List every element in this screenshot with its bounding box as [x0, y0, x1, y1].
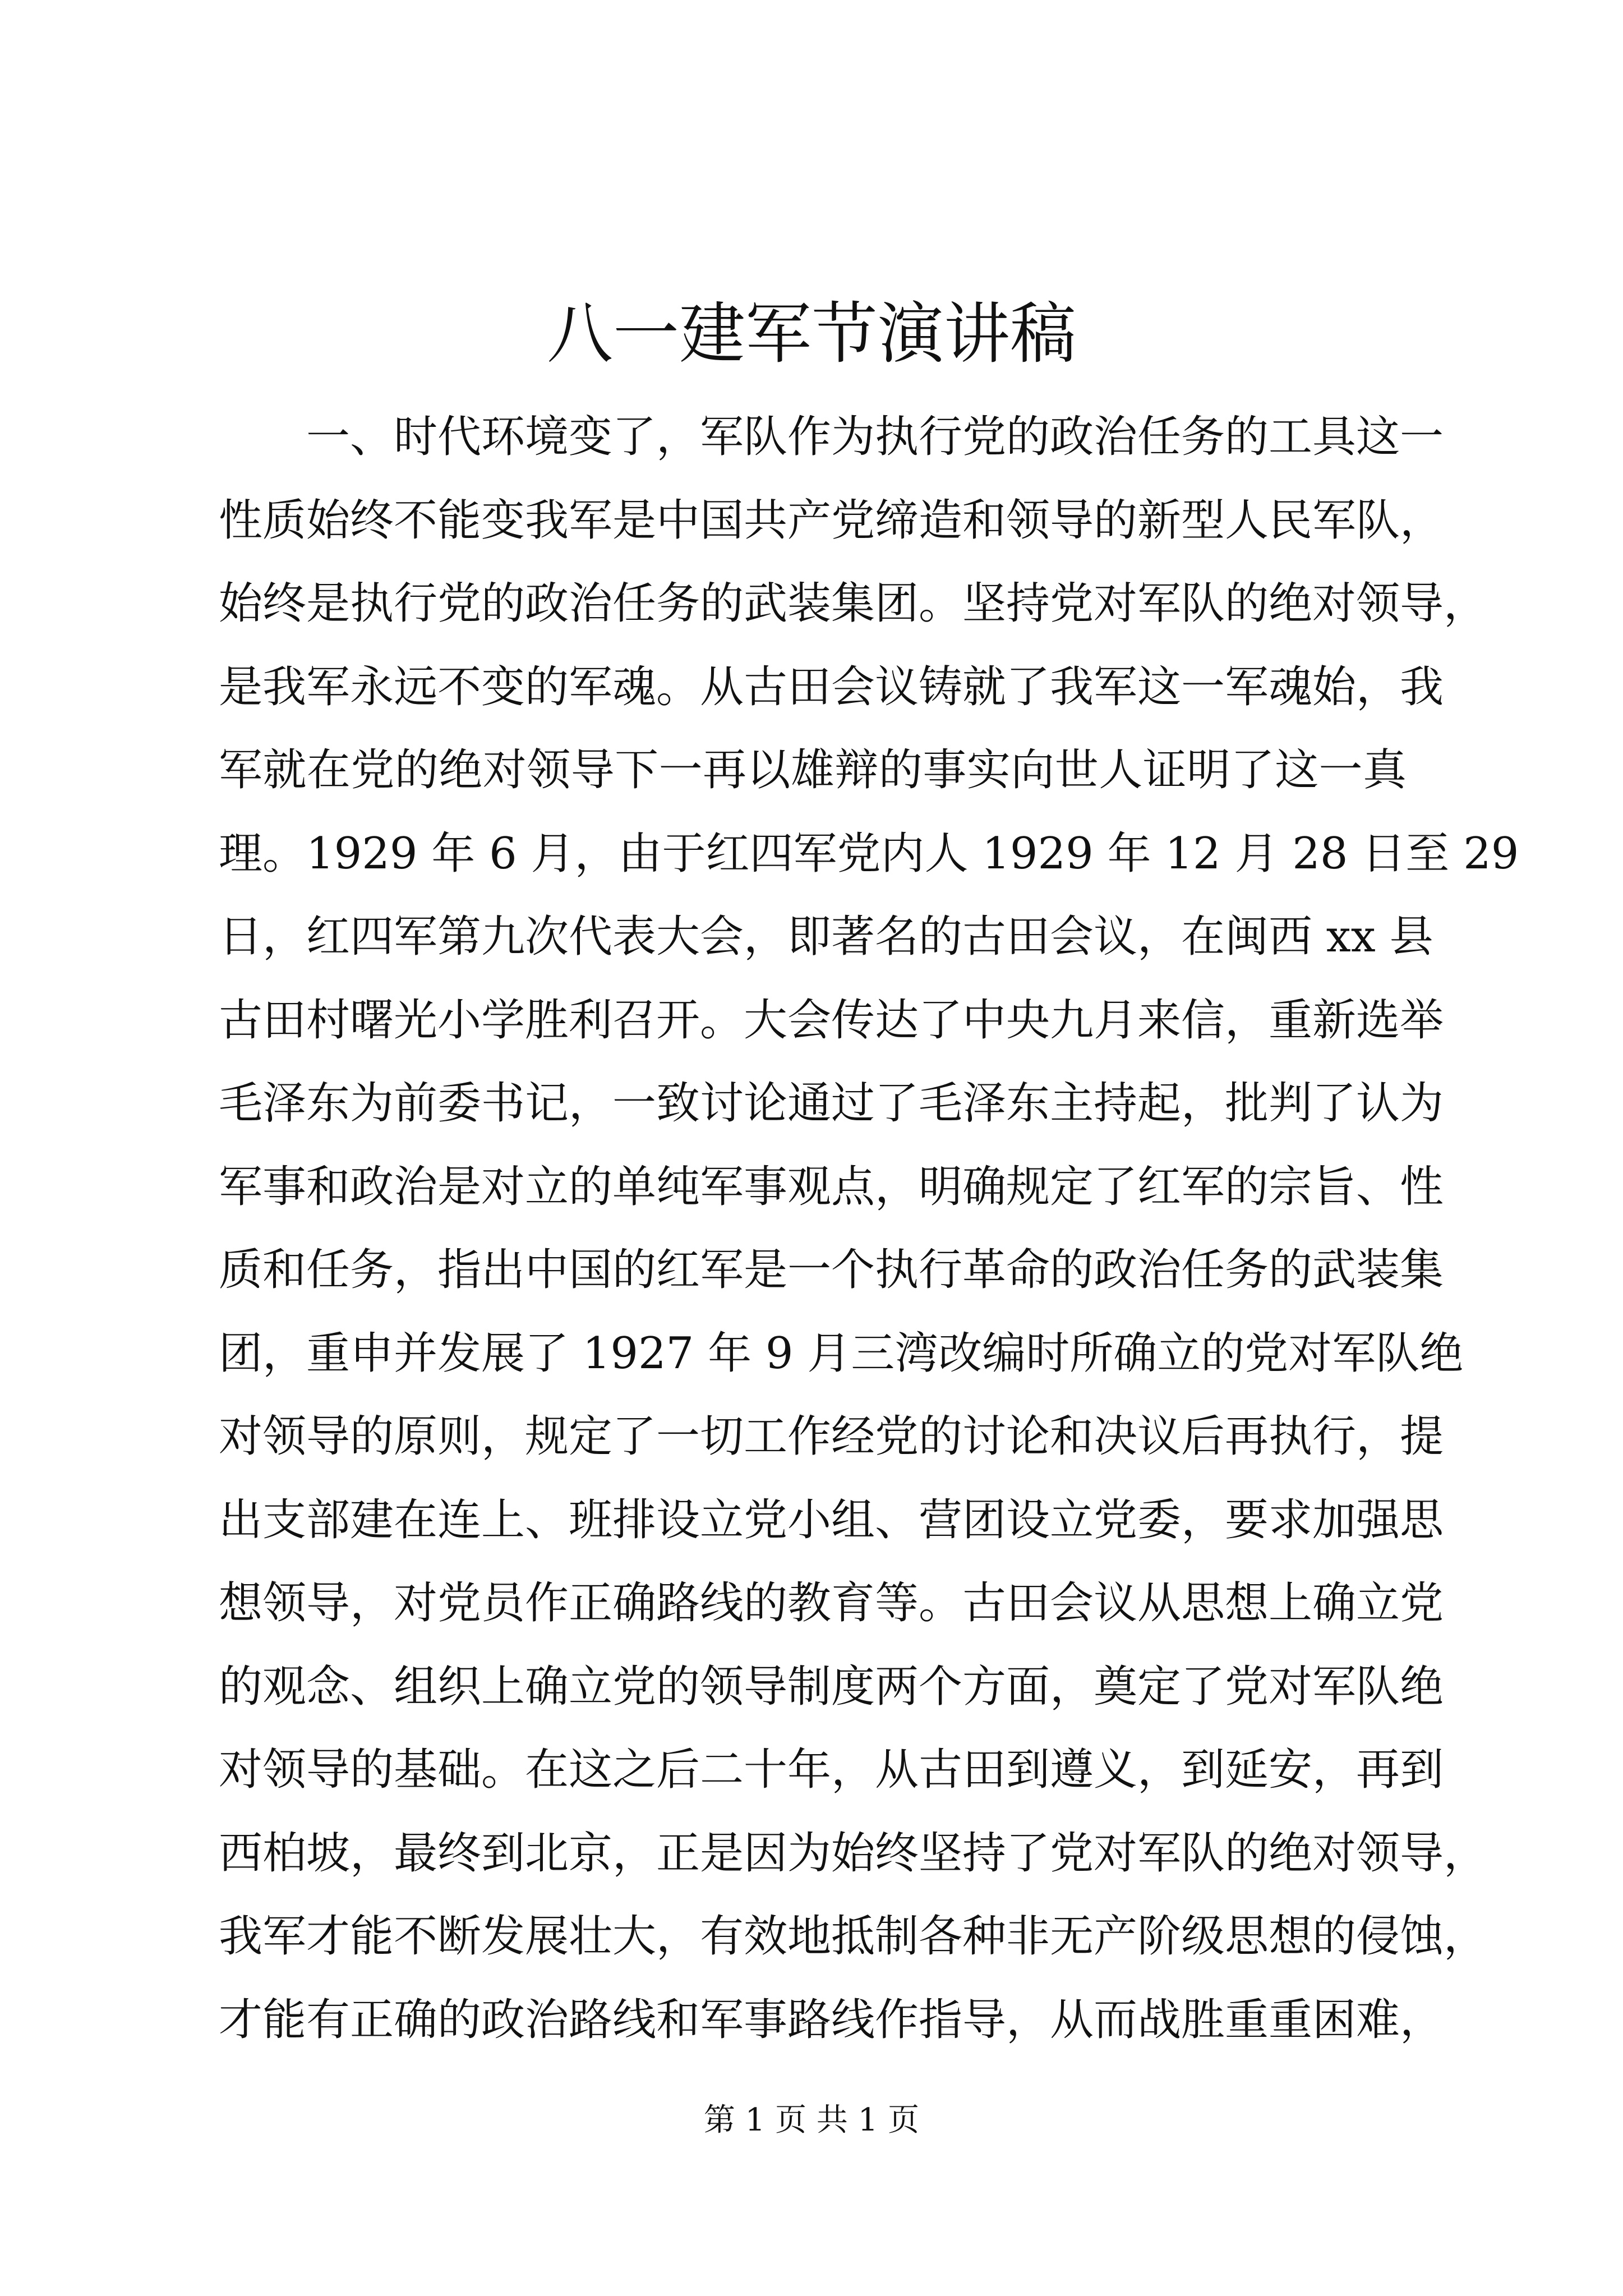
- page-footer: 第 1 页 共 1 页: [703, 2102, 920, 2138]
- body-line: 军就在党的绝对领导下一再以雄辩的事实向世人证明了这一真: [219, 745, 1407, 795]
- body-line: 我军才能不断发展壮大，有效地抵制各种非无产阶级思想的侵蚀，: [219, 1911, 1488, 1962]
- body-line: 军事和政治是对立的单纯军事观点，明确规定了红军的宗旨、性: [219, 1161, 1444, 1212]
- body-line: 古田村曙光小学胜利召开。大会传达了中央九月来信，重新选举: [219, 995, 1444, 1046]
- document-body: [219, 395, 1519, 2062]
- body-line: 对领导的原则，规定了一切工作经党的讨论和决议后再执行，提: [219, 1411, 1444, 1462]
- body-line: 出支部建在连上、班排设立党小组、营团设立党委，要求加强思: [219, 1494, 1444, 1545]
- body-line: 日，红四军第九次代表大会，即著名的古田会议，在闽西 xx 县: [219, 912, 1433, 962]
- body-line: 一、时代环境变了，军队作为执行党的政治任务的工具这一: [306, 412, 1444, 462]
- body-line: 才能有正确的政治路线和军事路线作指导，从而战胜重重困难，: [219, 1994, 1444, 2045]
- body-line: 的观念、组织上确立党的领导制度两个方面，奠定了党对军队绝: [219, 1661, 1444, 1712]
- body-line: 西柏坡，最终到北京，正是因为始终坚持了党对军队的绝对领导，: [219, 1828, 1488, 1879]
- document-title: 八一建军节演讲稿: [546, 295, 1076, 372]
- body-line: 想领导，对党员作正确路线的教育等。古田会议从思想上确立党: [219, 1578, 1444, 1628]
- body-line: 始终是执行党的政治任务的武装集团。坚持党对军队的绝对领导，: [219, 578, 1488, 629]
- body-line: 对领导的基础。在这之后二十年，从古田到遵义，到延安，再到: [219, 1745, 1444, 1795]
- body-line: 质和任务，指出中国的红军是一个执行革命的政治任务的武装集: [219, 1245, 1444, 1295]
- body-line: 是我军永远不变的军魂。从古田会议铸就了我军这一军魂始，我: [219, 661, 1444, 712]
- body-line: 团，重申并发展了 1927 年 9 月三湾改编时所确立的党对军队绝: [219, 1328, 1464, 1379]
- body-line: 性质始终不能变我军是中国共产党缔造和领导的新型人民军队，: [219, 495, 1444, 546]
- body-line: 理。1929 年 6 月，由于红四军党内人 1929 年 12 月 28 日至 29: [219, 828, 1519, 879]
- body-line: 毛泽东为前委书记，一致讨论通过了毛泽东主持起，批判了认为: [219, 1078, 1444, 1129]
